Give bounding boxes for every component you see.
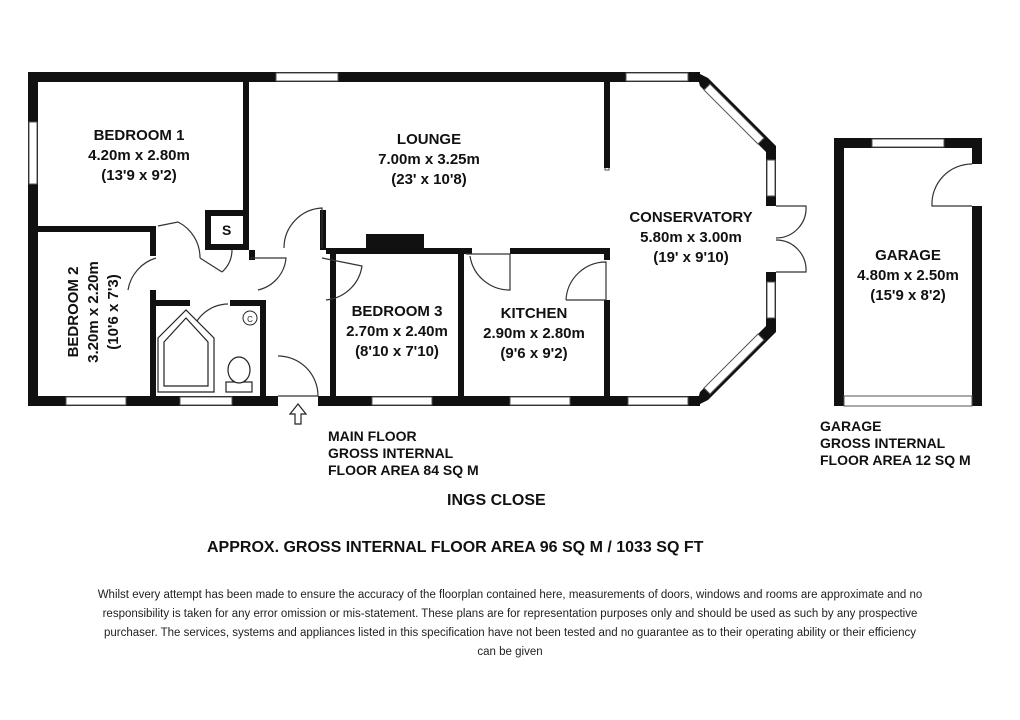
address-title: INGS CLOSE bbox=[447, 492, 546, 509]
room-imperial: (10'6 x 7'3) bbox=[105, 274, 122, 350]
area-line: MAIN FLOOR bbox=[328, 428, 417, 444]
room-metric: 3.20m x 2.20m bbox=[85, 261, 102, 363]
room-metric: 7.00m x 3.25m bbox=[378, 151, 480, 168]
room-lounge bbox=[344, 130, 514, 190]
toilet-icon bbox=[226, 357, 252, 392]
room-imperial: (19' x 9'10) bbox=[653, 249, 729, 266]
room-bedroom-3 bbox=[334, 302, 460, 362]
room-kitchen bbox=[466, 304, 602, 364]
garage-door-swing bbox=[932, 164, 972, 206]
room-imperial: (9'6 x 9'2) bbox=[500, 345, 568, 362]
area-line: GROSS INTERNAL bbox=[328, 445, 454, 461]
room-name: GARAGE bbox=[875, 247, 941, 264]
area-line: FLOOR AREA 84 SQ M bbox=[328, 462, 479, 478]
boiler-icon bbox=[243, 311, 257, 325]
room-bedroom-2 bbox=[64, 232, 124, 392]
room-imperial: (15'9 x 8'2) bbox=[870, 287, 946, 304]
area-line: GROSS INTERNAL bbox=[820, 435, 946, 451]
room-bedroom-1 bbox=[64, 126, 214, 186]
room-name: BEDROOM 3 bbox=[351, 303, 443, 320]
room-imperial: (23' x 10'8) bbox=[391, 171, 467, 188]
room-imperial: (8'10 x 7'10) bbox=[355, 343, 439, 360]
entrance-arrow-icon bbox=[290, 404, 306, 424]
corner-bath-icon bbox=[158, 310, 214, 392]
garage-window bbox=[872, 139, 944, 147]
room-conservatory bbox=[610, 208, 772, 268]
room-garage bbox=[840, 246, 976, 306]
room-imperial: (13'9 x 9'2) bbox=[101, 167, 177, 184]
total-area: APPROX. GROSS INTERNAL FLOOR AREA 96 SQ M / 1033 SQ FT bbox=[207, 539, 704, 556]
svg-text:C: C bbox=[247, 315, 253, 324]
area-line: GARAGE bbox=[820, 418, 882, 434]
main-floor-area bbox=[328, 428, 479, 479]
room-metric: 5.80m x 3.00m bbox=[640, 229, 742, 246]
room-metric: 4.80m x 2.50m bbox=[857, 267, 959, 284]
room-name: LOUNGE bbox=[396, 131, 462, 148]
room-name: KITCHEN bbox=[500, 305, 568, 322]
fireplace-icon bbox=[366, 234, 424, 248]
garage-area bbox=[820, 418, 971, 469]
room-store: S bbox=[222, 222, 232, 238]
room-metric: 4.20m x 2.80m bbox=[88, 147, 190, 164]
room-name: BEDROOM 1 bbox=[93, 127, 185, 144]
area-line: FLOOR AREA 12 SQ M bbox=[820, 452, 971, 468]
room-name: CONSERVATORY bbox=[629, 209, 753, 226]
room-metric: 2.70m x 2.40m bbox=[346, 323, 448, 340]
room-name: BEDROOM 2 bbox=[65, 266, 82, 358]
disclaimer-text: Whilst every attempt has been made to ensure the accuracy of the floorplan contained here, measurements of doors, windows and rooms are approximate and no responsibility is taken for any error omission or mis-statement. These plans are for representation purposes only and should be used as such by any prospective purchaser. The services, systems and appliances listed in this specification have not been tested and no guarantee as to their operating ability or their efficiency can be given bbox=[97, 589, 923, 658]
room-metric: 2.90m x 2.80m bbox=[483, 325, 585, 342]
